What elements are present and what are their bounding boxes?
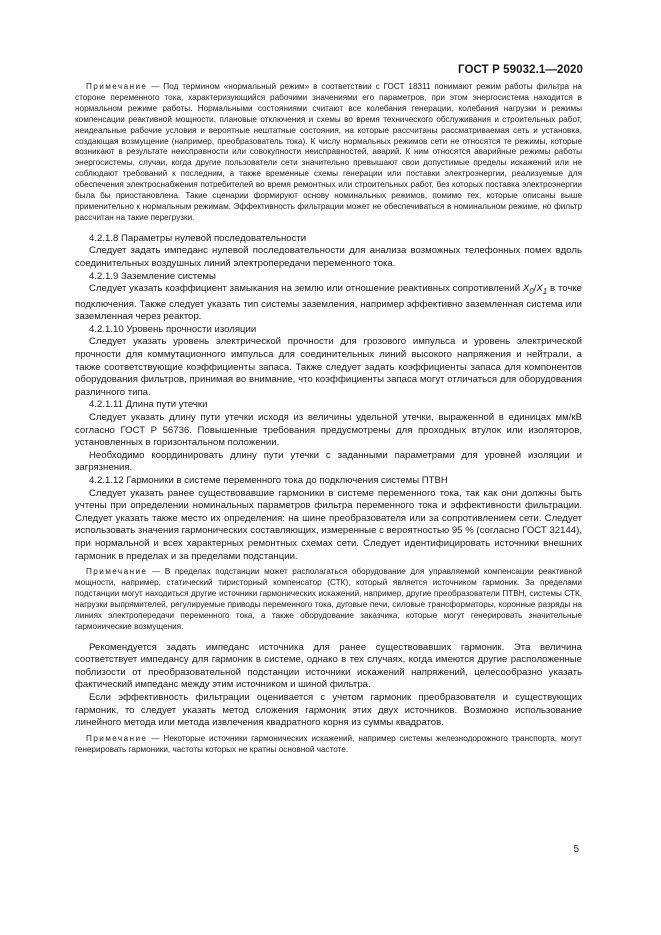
note-substation-harmonics bbox=[75, 567, 582, 632]
section-heading-4-2-1-9: 4.2.1.9 Заземление системы bbox=[89, 270, 216, 282]
paragraph-source-impedance: Рекомендуется задать импеданс источника для ранее существовавших гармоник. Эта величина соответствует импедансу для гармоник в системе, однако в тех случаях, когда имеются другие расположенные поблизости от преобразовательной подстанции источники искажений напряжений, целесообразно указать фактический импеданс между этим источником и шиной фильтра. bbox=[75, 641, 582, 691]
section-heading-4-2-1-8: 4.2.1.8 Параметры нулевой последовательности bbox=[89, 232, 307, 244]
note-text: — Под термином «нормальный режим» в соответствии с ГОСТ 18311 понимают режим работы фильтра на стороне переменного тока, характеризующийся рабочими значениями его параметров, при этом энергосистема находится в нормальном режиме работы. Нормальными состояниями считают все колебания генерации, колебания нагрузки и режимы компенсации реактивной мощности, плановые отключения и схемы во время технического обслуживания и строительных работ, неидеальные рабочие условия и вероятные нештатные состояния, на которые рассчитаны рассматриваемая сеть и установка, создающая возмущение (например, преобразователь тока). К числу нормальных режимов сети не относятся те режимы, которые возникают в результате неисправности или совокупности неисправностей, аварий. К ним относятся аварийные режимы работы энергосистемы, случаи, когда другие пользователи сети значительно превышают свои допустимые пределы искажений или не соблюдают требований к последним, а также временные схемы генерации или поставки электроэнергии, реализуемые для обеспечения электроснабжения потребителей во время ремонтных или строительных работ, без которых поставка электроэнергии была бы приостановлена. Такие сценарии формируют основу номинальных режимов, помимо тех, которые описаны выше применительно к нормальным режимам. Эффективность фильтрации может не обеспечиваться в номинальном режиме, но фильтр рассчитан на такие перегрузки. bbox=[75, 82, 582, 222]
section-heading-4-2-1-12: 4.2.1.12 Гармоники в системе переменного тока до подключения системы ПТВН bbox=[89, 474, 448, 486]
paragraph-zero-sequence: Следует задать импеданс нулевой последовательности для анализа возможных телефонных помех вдоль соединительных воздушных линий электропередачи переменного тока. bbox=[75, 245, 582, 269]
note-label: Примечание bbox=[86, 82, 148, 91]
note-label: Примечание bbox=[86, 567, 148, 577]
document-body bbox=[75, 82, 582, 756]
paragraph-creepage-1: Следует указать длину пути утечки исходя из величины удельной утечки, выраженной в единицах мм/кВ согласно ГОСТ Р 56736. Повышенные требования предусмотрены для проходных втулок или изоляторов, установленных в горизонтальном положении. bbox=[75, 412, 582, 449]
note-railway-harmonics bbox=[75, 734, 582, 756]
paragraph-creepage-2: Необходимо координировать длину пути утечки с заданными параметрами для уровней изоляции и загрязнения. bbox=[75, 449, 582, 474]
note-text: — Некоторые источники гармонических искажений, например системы железнодорожного транспорта, могут генерировать гармоники, частоты которых не кратны основной частоте. bbox=[75, 733, 582, 754]
symbol-x1: $X_1$ bbox=[536, 283, 548, 297]
note-text: — В пределах подстанции может располагаться оборудование для управляемой компенсации реактивной мощности, например, статический тиристорный компенсатор (СТК), который является источником гармоник. За пределами подстанции могут находиться другие источники гармонических искажений, например, другие преобразователи ПТВН, системы СТК, нагрузки выпрямителей, регулируемые приводы переменного тока, дуговые печи, силовые трансформаторы, коронные разряды на линиях электропередачи переменного тока, а также оборудование заказчика, которые могут генерировать значительные гармонические возмущения. bbox=[75, 567, 582, 631]
section-heading-4-2-1-10: 4.2.1.10 Уровень прочности изоляции bbox=[89, 323, 257, 335]
paragraph-harmonics: Следует указать ранее существовавшие гармоники в системе переменного тока, так как они должны быть учтены при определении номинальных параметров фильтра переменного тока и эффективности фильтрации. Следует указать также место их определения: на шине преобразователя или за сопротивлением сети. Следует использовать значения гармонических составляющих, измеренные с вероятностью 95 % (согласно ГОСТ 32144), при нормальной и всех характерных ремонтных схемах сети. Следует идентифицировать источники внешних гармоник в пределах и за пределами подстанции. bbox=[75, 487, 582, 562]
symbol-x0: $X_0$ bbox=[522, 283, 534, 297]
paragraph-grounding: Следует указать коэффициент замыкания на землю или отношение реактивных сопротивлений $X_0/X_1$ в точке подключения. Также следует указать тип системы заземления, например эффективно заземленная система или заземленная через реактор. bbox=[75, 283, 582, 323]
section-heading-4-2-1-11: 4.2.1.11 Длина пути утечки bbox=[89, 399, 208, 411]
paragraph-filter-efficiency: Если эффективность фильтрации оценивается с учетом гармоник преобразователя и существующих гармоник, то следует указать метод сложения гармоник этих двух источников. Возможно использование линейного метода или метода извлечения квадратного корня из суммы квадратов. bbox=[75, 691, 582, 729]
note-normal-mode bbox=[75, 82, 582, 224]
document-code: ГОСТ Р 59032.1—2020 bbox=[458, 64, 583, 76]
paragraph-insulation: Следует указать уровень электрической прочности для грозового импульса и уровень электрической прочности для коммутационного импульса для соединительных линий высокого напряжения и нейтрали, а также соответствующие коэффициенты запаса. Также следует задать коэффициенты запаса для компонентов оборудования фильтров, принимая во внимание, что коэффициенты запаса могут отличаться для оборудования различного типа. bbox=[75, 336, 582, 398]
page-number: 5 bbox=[573, 844, 579, 855]
note-label: Примечание bbox=[86, 733, 148, 743]
